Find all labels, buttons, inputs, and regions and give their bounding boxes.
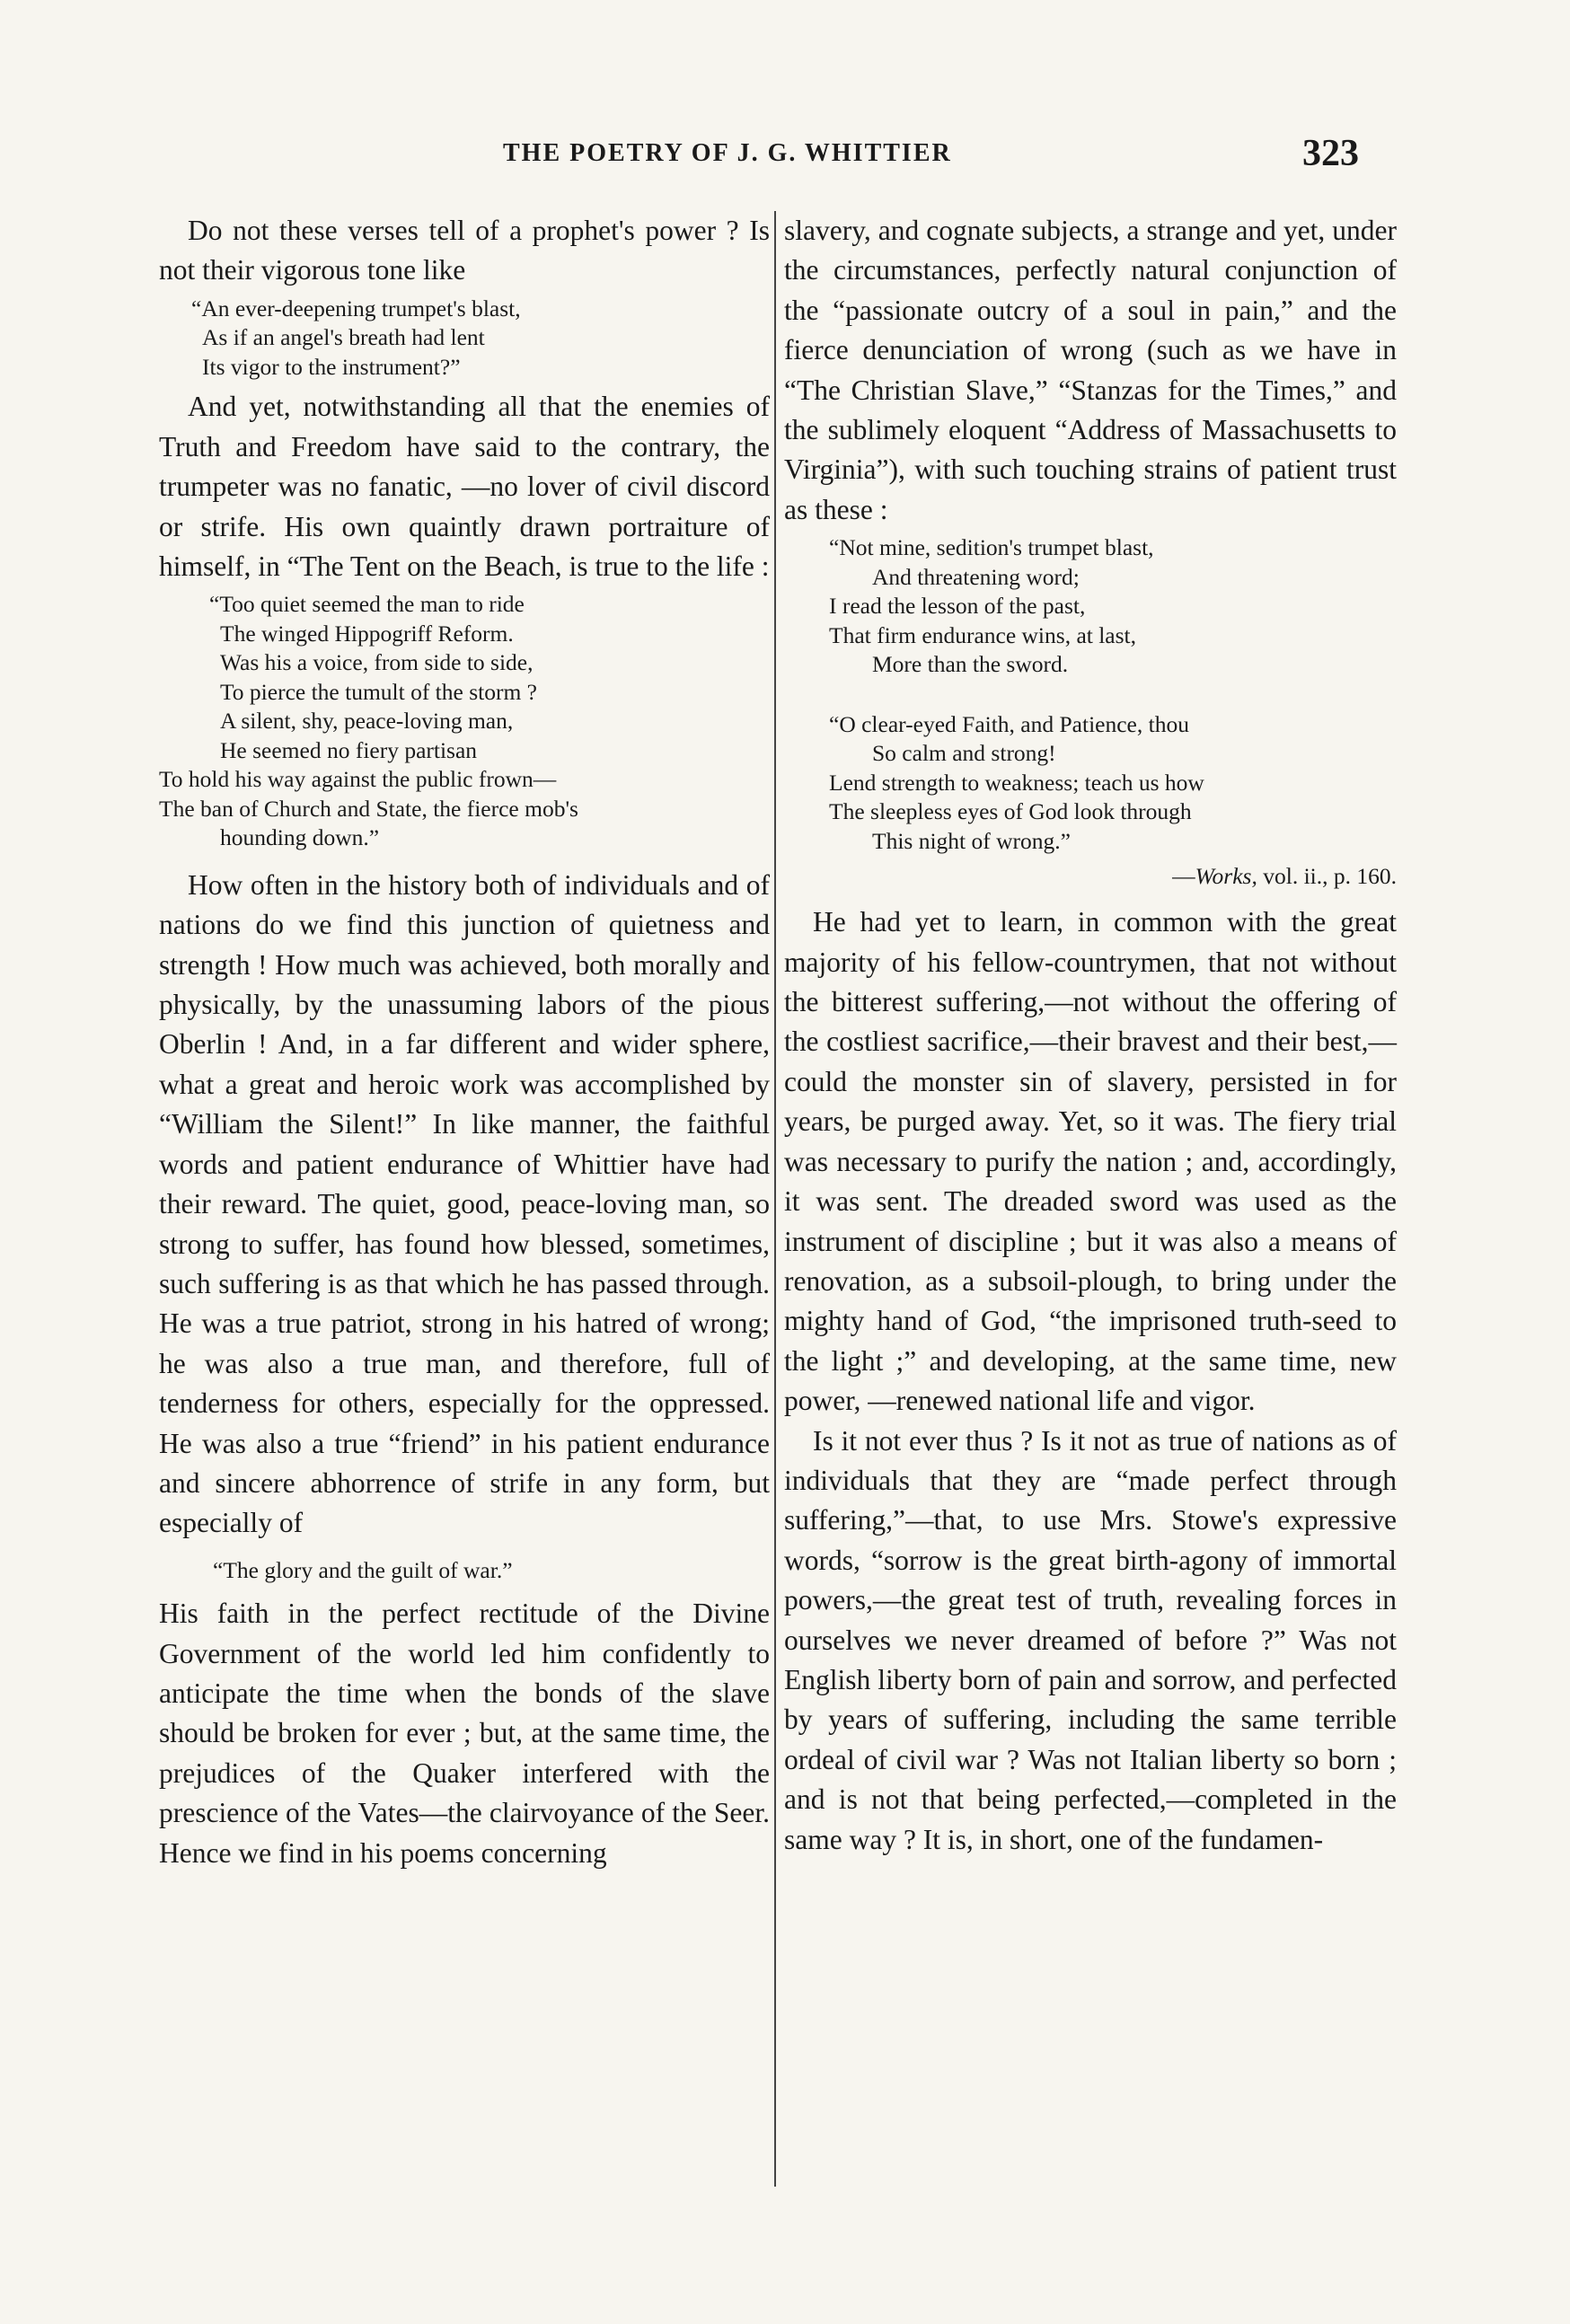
verse-line: He seemed no fiery partisan	[220, 736, 478, 763]
verse-line: More than the sword.	[872, 651, 1069, 678]
verse-line: hounding down.”	[220, 824, 380, 851]
paragraph: His faith in the perfect rectitude of the Divine Government of the world led him confidently to anticipate the time when the bonds of the slave should be broken for ever ; but, at the same time, the prejudices of the Quaker interfered with the prescience of the Vates—the clairvoyance of the Seer. Hence we find in his poems concerning	[159, 1598, 770, 1869]
verse-line: The ban of Church and State, the fierce mob's	[159, 795, 578, 822]
verse-line: “Too quiet seemed the man to ride	[209, 591, 525, 618]
paragraph: How often in the history both of individuals and of nations do we find this junction of quietness and strength ! How much was achieved, both morally and physically, by the unassuming labors of the pious Oberlin ! And, in a far different and wider sphere, what a great and heroic work was accomplished by “William the Silent!” In like manner, the faithful words and patient endurance of Whittier have had their reward. The quiet, good, peace-loving man, so strong to suffer, has found how blessed, sometimes, such suffering is as that which he has passed through. He was a true patriot, strong in his hatred of wrong; he was also a true man, and therefore, full of tenderness for others, especially for the oppressed. He was also a true “friend” in his patient endurance and sincere abhorrence of strife in any form, but especially of	[159, 868, 770, 1539]
verse-line: The winged Hippogriff Reform.	[220, 620, 514, 647]
citation-prefix: —	[1172, 863, 1195, 890]
paragraph: And yet, notwithstanding all that the enemies of Truth and Freedom have said to the contrary, the trumpeter was no fanatic, —no lover of civil discord or strife. His own quaintly drawn portraiture of himself, in “The Tent on the Beach, is true to the life :	[159, 391, 770, 582]
column-divider	[774, 211, 776, 2187]
left-column	[159, 211, 770, 1873]
verse-line: The sleepless eyes of God look through	[829, 798, 1192, 825]
verse-line: “An ever-deepening trumpet's blast,	[191, 295, 521, 321]
verse-block	[784, 533, 1397, 680]
page-number: 323	[1302, 133, 1359, 174]
verse-line: Lend strength to weakness; teach us how	[829, 769, 1204, 796]
citation-rest: vol. ii., p. 160.	[1257, 863, 1397, 890]
verse-block	[159, 590, 770, 853]
running-header	[0, 133, 1570, 184]
verse-block	[784, 710, 1397, 857]
right-column	[784, 211, 1397, 1860]
verse-line: This night of wrong.”	[872, 827, 1071, 854]
verse-line: I read the lesson of the past,	[829, 593, 1086, 620]
verse-line: To pierce the tumult of the storm ?	[220, 678, 537, 705]
verse-block	[159, 295, 770, 383]
paragraph: slavery, and cognate subjects, a strange and yet, under the circumstances, perfectly natural conjunction of the “passionate outcry of a soul in pain,” and the fierce denunciation of wrong (such as we have in “The Christian Slave,” “Stanzas for the Times,” and the sublimely eloquent “Address of Massachusetts to Virginia”), with such touching strains of patient trust as these :	[784, 215, 1397, 525]
paragraph: Do not these verses tell of a prophet's power ? Is not their vigorous tone like	[159, 215, 770, 286]
paragraph: Is it not ever thus ? Is it not as true of nations as of individuals that they are “made perfect through suffering,”—that, to use Mrs. Stowe's expressive words, “sorrow is the great birth-agony of immortal powers,—the great test of truth, revealing forces in ourselves we never dreamed of before ?” Was not English liberty born of pain and sorrow, and perfected by years of suffering, including the same terrible ordeal of civil war ? Was not Italian liberty so born ; and is not that being perfected,—completed in the same way ? It is, in short, one of the fundamen-	[784, 1424, 1397, 1855]
verse-line: “O clear-eyed Faith, and Patience, thou	[829, 710, 1189, 737]
verse-line: So calm and strong!	[872, 740, 1056, 767]
citation-work: Works,	[1195, 863, 1257, 890]
verse-line: To hold his way against the public frown—	[159, 766, 557, 793]
paragraph: He had yet to learn, in common with the great majority of his fellow-countrymen, that not without the bitterest suffering,—not without the offering of the costliest sacrifice,—their bravest and their best,—could the monster sin of slavery, persisted in for years, be purged away. Yet, so it was. The fiery trial was necessary to purify the nation ; and, accordingly, it was sent. The dreaded sword was used as the instrument of discipline ; but it was also a means of renovation, as a subsoil-plough, to bring under the mighty hand of God, “the imprisoned truth-seed to the light ;” and developing, at the same time, new power, —renewed national life and vigor.	[784, 906, 1397, 1417]
verse-line: Its vigor to the instrument?”	[202, 353, 461, 380]
verse-line: As if an angel's breath had lent	[202, 324, 485, 351]
verse-line: “The glory and the guilt of war.”	[213, 1556, 513, 1583]
verse-quote	[159, 1556, 770, 1586]
verse-line: A silent, shy, peace-loving man,	[220, 708, 514, 735]
citation	[784, 861, 1397, 892]
verse-line: That firm endurance wins, at last,	[829, 621, 1137, 648]
verse-line: Was his a voice, from side to side,	[220, 649, 534, 676]
verse-line: And threatening word;	[872, 563, 1080, 590]
verse-line: “Not mine, sedition's trumpet blast,	[829, 534, 1154, 561]
header-title: THE POETRY OF J. G. WHITTIER	[503, 139, 952, 167]
